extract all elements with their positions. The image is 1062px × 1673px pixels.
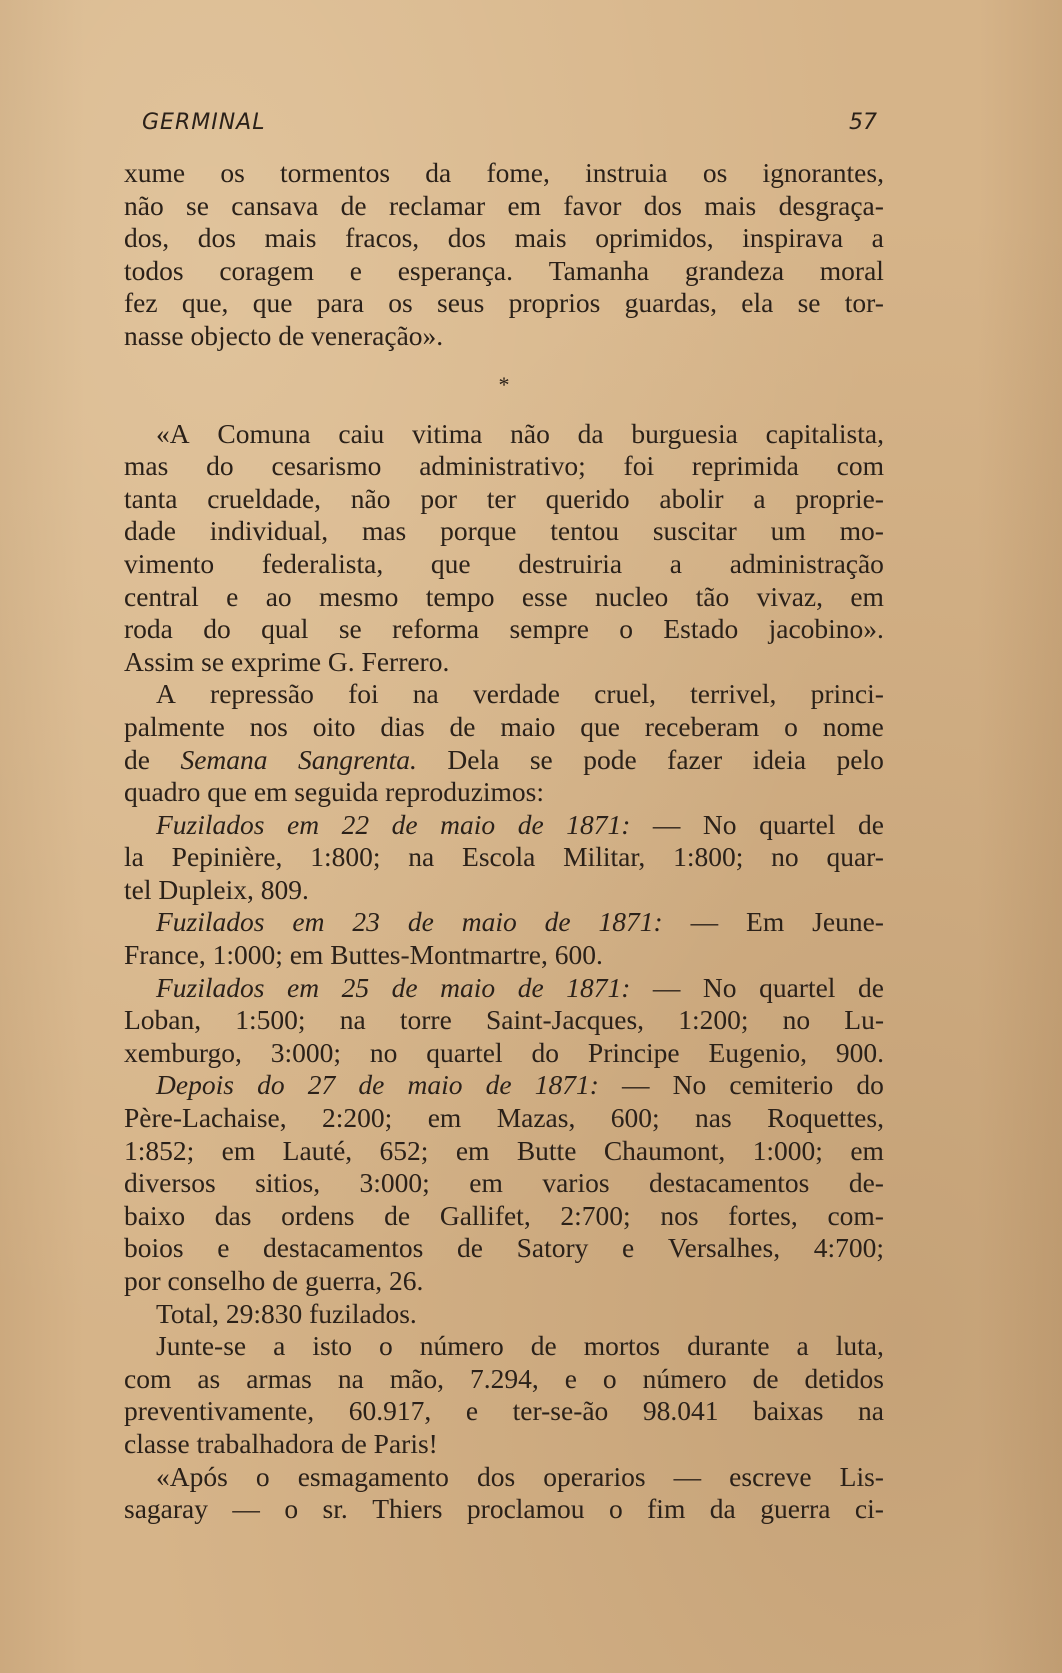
text-line: diversos sitios, 3:000; em varios destacamentos de- bbox=[124, 1167, 884, 1199]
text-line: mas do cesarismo administrativo; foi reprimida com bbox=[124, 450, 884, 482]
page-header bbox=[142, 110, 882, 150]
text-line: Fuzilados em 23 de maio de 1871: — Em Jeune- bbox=[156, 906, 884, 938]
text-line: tanta crueldade, não por ter querido abolir a proprie- bbox=[124, 482, 884, 514]
text-line: «Após o esmagamento dos operarios — escreve Lis- bbox=[156, 1460, 884, 1492]
text-line: não se cansava de reclamar em favor dos mais desgraça- bbox=[124, 189, 884, 221]
text-line: palmente nos oito dias de maio que receberam o nome bbox=[124, 710, 884, 742]
page-number: 57 bbox=[849, 110, 877, 135]
text-line: dos, dos mais fracos, dos mais oprimidos, inspirava a bbox=[124, 222, 884, 254]
text-line: classe trabalhadora de Paris! bbox=[124, 1427, 438, 1459]
text-line: Junte-se a isto o número de mortos durante a luta, bbox=[156, 1330, 884, 1362]
text-line: roda do qual se reforma sempre o Estado jacobino». bbox=[124, 613, 884, 645]
text-line: sagaray — o sr. Thiers proclamou o fim da guerra ci- bbox=[124, 1493, 884, 1525]
text-line: Fuzilados em 25 de maio de 1871: — No quartel de bbox=[156, 971, 884, 1003]
text-line: 1:852; em Lauté, 652; em Butte Chaumont, 1:000; em bbox=[124, 1134, 884, 1166]
text-line: com as armas na mão, 7.294, e o número de detidos bbox=[124, 1362, 884, 1394]
text-line: tel Dupleix, 809. bbox=[124, 873, 309, 905]
running-head: GERMINAL bbox=[142, 110, 266, 135]
text-line: quadro que em seguida reproduzimos: bbox=[124, 776, 545, 808]
text-line: A repressão foi na verdade cruel, terrivel, princi- bbox=[156, 678, 884, 710]
text-line: baixo das ordens de Gallifet, 2:700; nos fortes, com- bbox=[124, 1199, 884, 1231]
text-line: por conselho de guerra, 26. bbox=[124, 1265, 424, 1296]
text-line: Loban, 1:500; na torre Saint-Jacques, 1:200; no Lu- bbox=[124, 1004, 884, 1036]
text-line: todos coragem e esperança. Tamanha grandeza moral bbox=[124, 254, 884, 286]
text-line: Père-Lachaise, 2:200; em Mazas, 600; nas Roquettes, bbox=[124, 1102, 884, 1134]
text-line: fez que, que para os seus proprios guardas, ela se tor- bbox=[124, 287, 884, 319]
text-line: xume os tormentos da fome, instruia os ignorantes, bbox=[124, 157, 884, 188]
text-line: Total, 29:830 fuzilados. bbox=[156, 1297, 417, 1329]
body-text bbox=[124, 157, 884, 1526]
text-line: «A Comuna caiu vitima não da burguesia capitalista, bbox=[156, 417, 884, 449]
text-line: Depois do 27 de maio de 1871: — No cemiterio do bbox=[156, 1069, 884, 1101]
text-line: nasse objecto de veneração». bbox=[124, 319, 444, 351]
text-line: dade individual, mas porque tentou suscitar um mo- bbox=[124, 515, 884, 547]
text-line: xemburgo, 3:000; no quartel do Principe Eugenio, 900. bbox=[124, 1036, 884, 1068]
text-line: central e ao mesmo tempo esse nucleo tão vivaz, em bbox=[124, 580, 884, 612]
text-line: Assim se exprime G. Ferrero. bbox=[124, 645, 450, 677]
text-line: preventivamente, 60.917, e ter-se-ão 98.041 baixas na bbox=[124, 1395, 884, 1427]
text-line: la Pepinière, 1:800; na Escola Militar, 1:800; no quar- bbox=[124, 841, 884, 873]
section-separator: * bbox=[498, 371, 510, 397]
text-line: Fuzilados em 22 de maio de 1871: — No quartel de bbox=[156, 808, 884, 840]
text-line: vimento federalista, que destruiria a administração bbox=[124, 547, 884, 579]
text-line: boios e destacamentos de Satory e Versalhes, 4:700; bbox=[124, 1232, 884, 1264]
text-line: France, 1:000; em Buttes-Montmartre, 600. bbox=[124, 939, 603, 971]
text-line: de Semana Sangrenta. Dela se pode fazer ideia pelo bbox=[124, 743, 884, 775]
